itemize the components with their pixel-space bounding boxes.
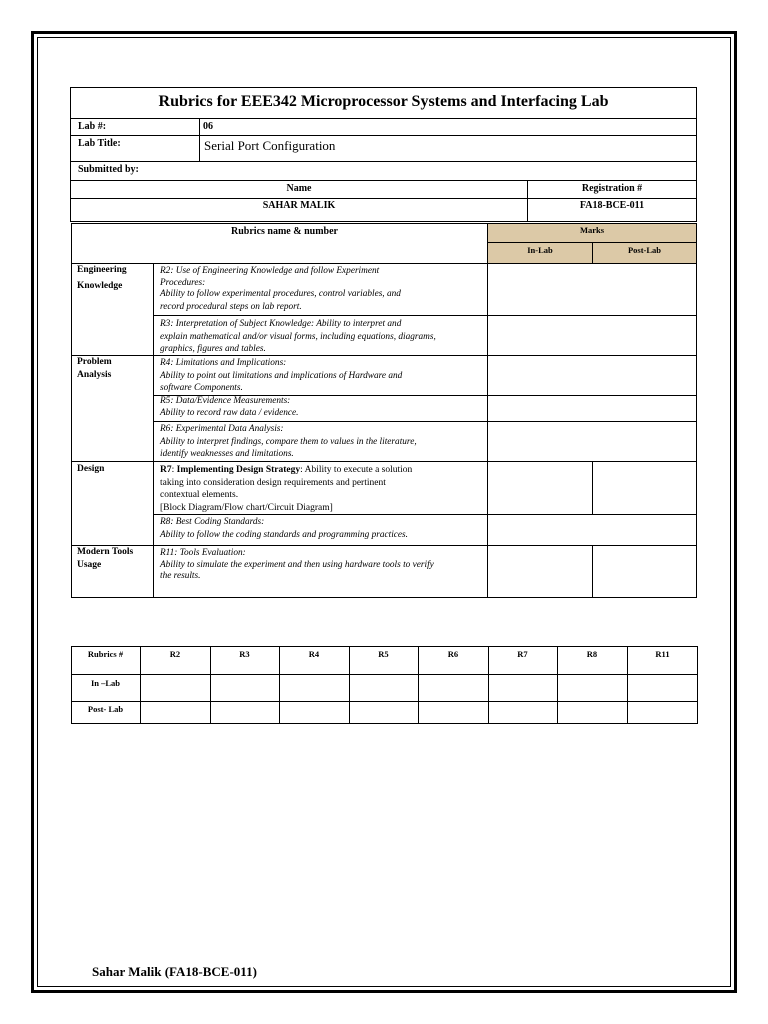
name-column-header: Name (286, 183, 312, 194)
summary-header-rubrics: Rubrics # (87, 649, 124, 659)
document-title: Rubrics for EEE342 Microprocessor Systems and Interfacing Lab (158, 93, 609, 110)
lab-number-value: 06 (203, 121, 213, 132)
category-modern-tools-usage: Modern Tools Usage (77, 547, 134, 570)
summary-header-r3: R3 (239, 649, 250, 659)
lab-title-value: Serial Port Configuration (204, 138, 336, 153)
r6-marks-cell[interactable] (487, 421, 697, 462)
rubric-r7: R7: Implementing Design Strategy: Ability to execute a solution taking into consideration design requirements and pertinent contextual elements. [Block Diagram/Flow chart/Circuit Diagram] (160, 465, 413, 513)
summary-header-r11: R11 (655, 649, 670, 659)
summary-header-r2: R2 (169, 649, 181, 659)
registration-column-header: Registration # (581, 183, 643, 194)
category-problem-analysis: Problem Analysis (77, 357, 112, 380)
r5-marks-cell[interactable] (487, 395, 697, 422)
rubric-r5: R5: Data/Evidence Measurements: Ability to record raw data / evidence. (160, 396, 299, 418)
lab-title-label: Lab Title: (78, 138, 121, 149)
lab-number-label: Lab #: (78, 121, 107, 132)
r11-postlab-cell[interactable] (592, 545, 697, 598)
summary-header-r4: R4 (308, 649, 320, 659)
r2-marks-cell[interactable] (487, 263, 697, 316)
rubric-r3: R3: Interpretation of Subject Knowledge: Ability to interpret and explain mathematical and/or visual forms, including equations, diagrams, graphics, figures and tables. (160, 319, 436, 354)
summary-row-in-lab: In –Lab (90, 678, 121, 688)
r4-marks-cell[interactable] (487, 355, 697, 396)
r11-inlab-cell[interactable] (487, 545, 593, 598)
post-lab-header: Post-Lab (627, 245, 662, 255)
r7-inlab-cell[interactable] (487, 461, 593, 515)
r7-postlab-cell[interactable] (592, 461, 697, 515)
r3-marks-cell[interactable] (487, 315, 697, 356)
rubric-r11: R11: Tools Evaluation: Ability to simulate the experiment and then using hardware tools to verify the results. (160, 548, 434, 581)
summary-header-r6: R6 (447, 649, 459, 659)
summary-header-r5: R5 (378, 649, 389, 659)
summary-header-r7: R7 (517, 649, 528, 659)
rubrics-name-header: Rubrics name & number (231, 226, 338, 237)
in-lab-header: In-Lab (527, 245, 553, 255)
rubric-r2: R2: Use of Engineering Knowledge and follow Experiment Procedures: Ability to follow experimental procedures, control variables, and record procedural steps on lab report. (160, 266, 401, 312)
footer-student-signature: Sahar Malik (FA18-BCE-011) (92, 964, 257, 979)
marks-header: Marks (579, 225, 605, 235)
category-engineering-knowledge: Engineering Knowledge (77, 265, 127, 291)
rubric-r6: R6: Experimental Data Analysis: Ability to interpret findings, compare them to values in the literature, identify weaknesses and limitations. (160, 424, 417, 459)
category-design: Design (77, 464, 105, 474)
rubric-r4: R4: Limitations and Implications: Ability to point out limitations and implications of Hardware and software Components. (160, 358, 403, 393)
r8-marks-cell[interactable] (487, 514, 697, 546)
summary-header-r8: R8 (586, 649, 598, 659)
student-registration: FA18-BCE-011 (579, 200, 645, 211)
submitted-by-label: Submitted by: (78, 164, 139, 175)
summary-row-post-lab: Post- Lab (87, 704, 124, 714)
student-name: SAHAR MALIK (262, 200, 336, 211)
rubric-r8: R8: Best Coding Standards: Ability to follow the coding standards and programming practices. (160, 517, 408, 540)
